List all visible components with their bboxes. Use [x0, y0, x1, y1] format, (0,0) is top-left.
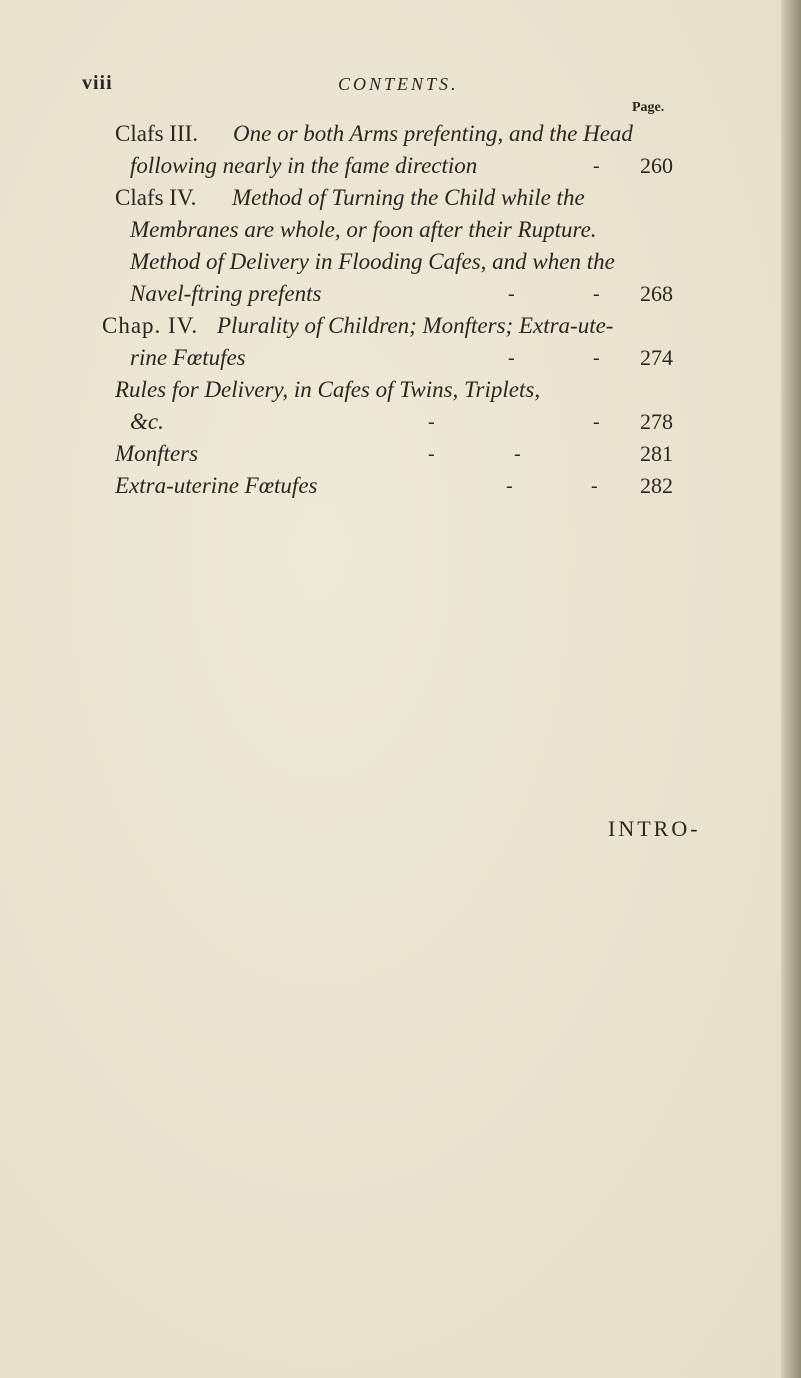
toc-line [0, 405, 700, 439]
entry-lead: Chap. IV. [102, 313, 199, 338]
entry-title-line: Plurality of Children; Monfters; Extra-ute- [217, 313, 614, 338]
entry-title-line: Membranes are whole, or foon after their Rupture. [130, 217, 597, 242]
toc-line [0, 117, 700, 151]
toc-line [0, 149, 700, 183]
toc-line [0, 469, 700, 503]
page-edge-shadow [781, 0, 801, 1378]
entry-title-line: Monfters [115, 441, 199, 466]
toc-line [0, 181, 700, 215]
page-number: 260 [640, 153, 673, 178]
page-header [0, 70, 801, 100]
leader-dash: - [593, 283, 600, 305]
leader-dash: - [508, 283, 515, 305]
entry-title-line: rine Fœtufes [130, 345, 246, 370]
catchword: INTRO- [608, 816, 701, 841]
page-number: 281 [640, 441, 673, 466]
page-number: 268 [640, 281, 673, 306]
toc-line [0, 437, 700, 471]
leader-dash: - [514, 443, 521, 465]
entry-lead: Clafs III. [115, 121, 199, 146]
entry-title-line: One or both Arms prefenting, and the Head [233, 121, 633, 146]
leader-dash: - [591, 475, 598, 497]
toc-line [0, 213, 700, 247]
entry-lead: Clafs IV. [115, 185, 197, 210]
entry-title-line: Method of Turning the Child while the [232, 185, 585, 210]
page-column-label: Page. [632, 100, 665, 115]
page-number: 282 [640, 473, 673, 498]
leader-dash: - [593, 347, 600, 369]
leader-dash: - [593, 155, 600, 177]
toc-line [0, 373, 700, 407]
entry-title-line: Extra-uterine Fœtufes [115, 473, 318, 498]
page-number: 274 [640, 345, 673, 370]
leader-dash: - [506, 475, 513, 497]
entry-title-line: &c. [130, 409, 164, 434]
leader-dash: - [593, 411, 600, 433]
running-head: CONTENTS. [338, 74, 459, 94]
toc-line [0, 309, 700, 343]
folio: viii [82, 72, 113, 94]
entry-title-line: Rules for Delivery, in Cafes of Twins, Triplets, [115, 377, 541, 402]
toc-line [0, 277, 700, 311]
page-number: 278 [640, 409, 673, 434]
toc-line [0, 341, 700, 375]
entry-title-line: Navel-ftring prefents [130, 281, 322, 306]
leader-dash: - [428, 443, 435, 465]
entry-title-line: following nearly in the fame direction [130, 153, 478, 178]
leader-dash: - [508, 347, 515, 369]
entry-title-line: Method of Delivery in Flooding Cafes, and when the [130, 249, 615, 274]
leader-dash: - [428, 411, 435, 433]
toc-line [0, 245, 700, 279]
